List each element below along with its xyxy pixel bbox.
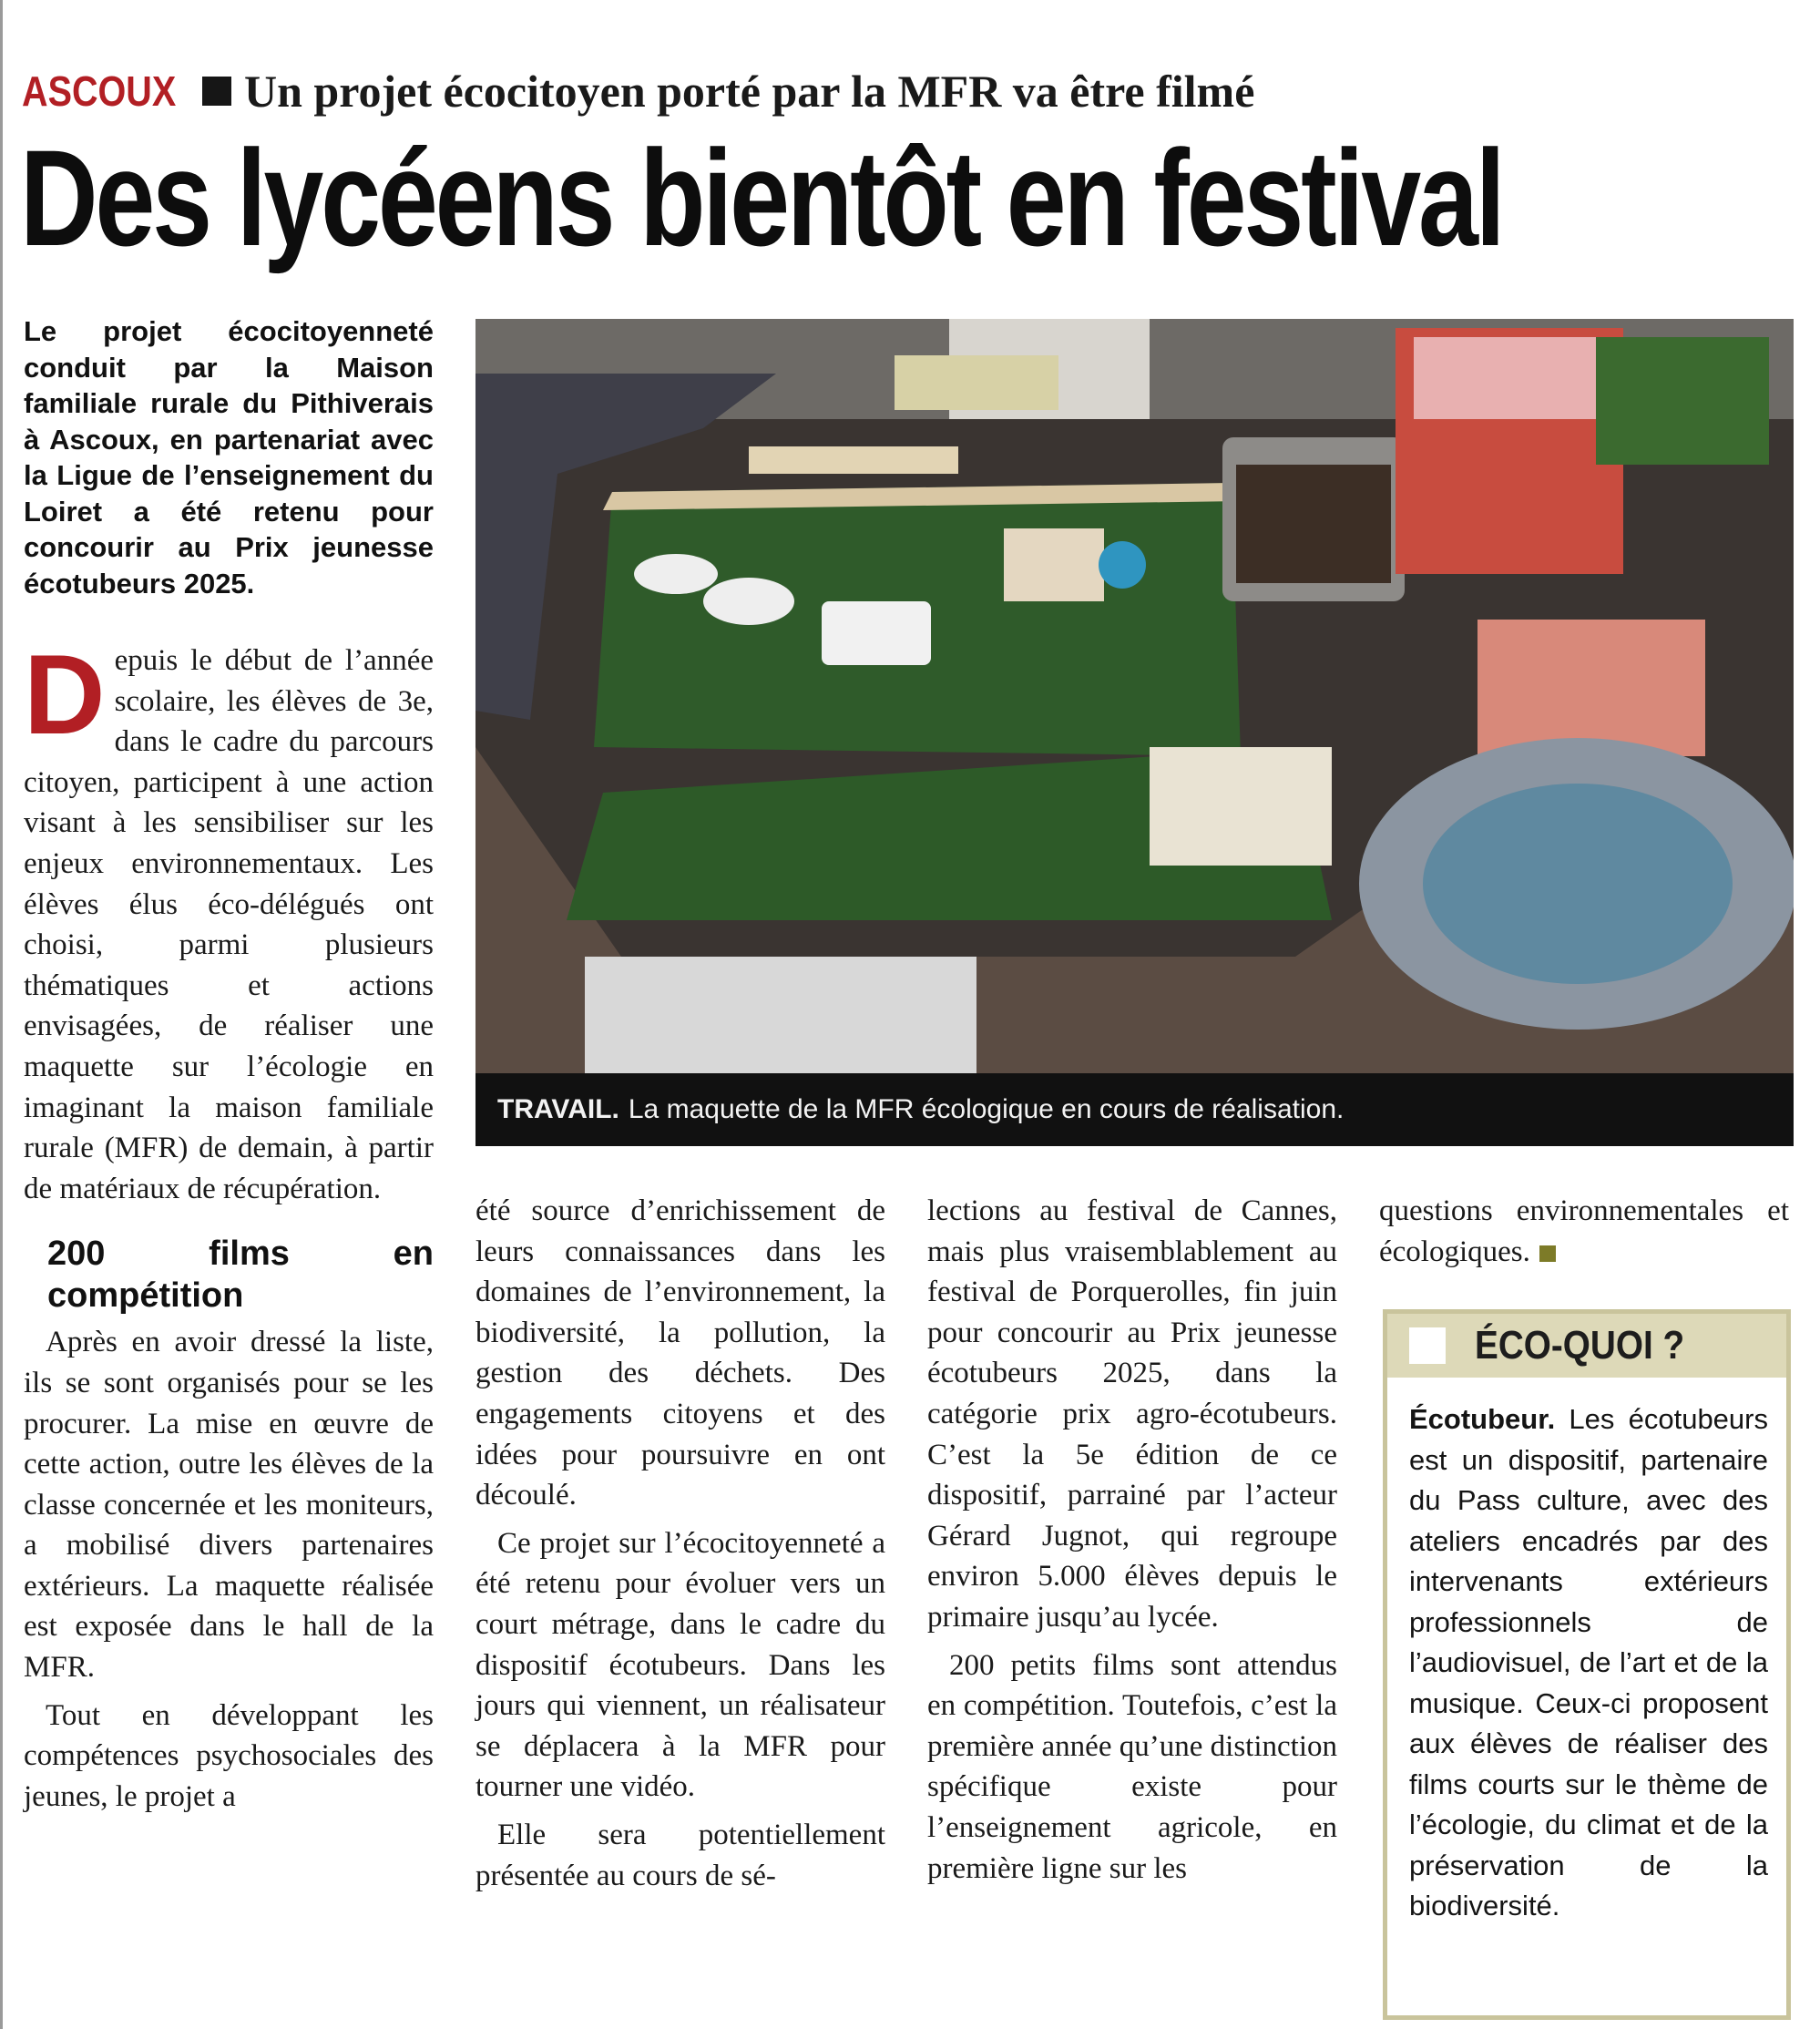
kicker-subtitle: Un projet écocitoyen porté par la MFR va être filmé [244,66,1255,117]
column-1 [24,632,434,1817]
column-2-paragraph-2: Ce projet sur l’écocitoyenneté a été retenu pour évoluer vers un court métrage, dans le cadre du dispositif écotubeurs. Dans les jours qui viennent, un réalisateur se déplacera à la MFR pour tourner une vidéo. [475,1526,885,1804]
subheading: 200 films en compétition [47,1235,434,1316]
column-2 [475,1191,885,1896]
kicker-place: ASCOUX [22,67,177,115]
column-1-paragraph-1-text: epuis le début de l’année scolaire, les élèves de 3e, dans le cadre du parcours citoyen, participent à une action visant à les sensibiliser sur les enjeux environnementaux. Les élèves élus éco-délégués ont choisi, parmi plusieurs thématiques et actions envisagées, de réaliser une maquette sur l’écologie en imaginant la maison familiale rurale (MFR) de demain, à partir de matériaux de récupération. [24,644,434,1205]
column-1-paragraph-2: Après en avoir dressé la liste, ils se sont organisés pour se les procurer. La mise en œuvre de cette action, outre les élèves de la classe concernée et les moniteurs, a mobilisé divers partenaires extérieurs. La maquette réalisée est exposée dans le hall de la MFR. [24,1326,434,1685]
info-box-term: Écotubeur. [1409,1403,1556,1435]
column-4-paragraph-1 [1379,1191,1789,1272]
article-photo [475,319,1794,1146]
info-box-title: ÉCO-QUOI ? [1475,1323,1685,1368]
lede: Le projet écocitoyenneté conduit par la Maison familiale rurale du Pithiverais à Ascoux, en partenariat avec la Ligue de l’enseignement du Loiret a été retenu pour concourir au Prix jeunesse écotubeurs 2025. [24,315,434,599]
column-3-paragraph-1: lections au festival de Cannes, mais plus vraisemblablement au festival de Porquerolles, fin juin pour concourir au Prix jeunesse écotubeurs 2025, dans la catégorie prix agro-écotubeurs. C’est la 5e édition de ce dispositif, parrainé par l’acteur Gérard Jugnot, qui regroupe environ 5.000 élèves depuis le primaire jusqu’au lycée. [927,1194,1337,1634]
column-2-paragraph-1: été source d’enrichissement de leurs connaissances dans les domaines de l’environnement, la biodiversité, la pollution, la gestion des déchets. Des engagements citoyens et des idées pour poursuivre en ont découlé. [475,1194,885,1512]
column-1-paragraph-3: Tout en développant les compétences psychosociales des jeunes, le projet a [24,1698,434,1813]
drop-cap: D [24,632,106,758]
info-box-square-icon [1409,1327,1446,1364]
column-3 [927,1191,1337,1889]
column-3-paragraph-2: 200 petits films sont attendus en compétition. Toutefois, c’est la première année qu’une distinction spécifique existe pour l’enseignement agricole, en première ligne sur les [927,1648,1337,1885]
info-box-header [1387,1314,1786,1378]
kicker [22,62,1254,120]
photo-caption [475,1073,1794,1146]
caption-text: La maquette de la MFR écologique en cours de réalisation. [628,1094,1345,1124]
info-box-body [1387,1378,1786,1927]
maquette-photo [475,319,1794,1073]
column-1-paragraph-1 [24,632,434,1209]
info-box-text: Les écotubeurs est un dispositif, partenaire du Pass culture, avec des ateliers encadrés par des intervenants extérieurs professionnels de l’audiovisuel, de l’art et de la musique. Ceux-ci proposent aux élèves de réaliser des films courts sur le thème de l’écologie, du climat et de la préservation de la biodiversité. [1409,1403,1768,1921]
left-margin-rule [0,0,3,2029]
kicker-square-icon [202,77,231,106]
column-2-paragraph-3: Elle sera potentiellement présentée au cours de sé- [475,1818,885,1892]
headline: Des lycéens bientôt en festival [20,121,1503,274]
column-4 [1379,1191,1789,1272]
info-box [1383,1309,1791,2020]
article-end-mark-icon [1539,1245,1556,1262]
caption-label: TRAVAIL. [497,1094,619,1124]
column-4-paragraph-1-text: questions environnementales et écologiques. [1379,1194,1789,1268]
